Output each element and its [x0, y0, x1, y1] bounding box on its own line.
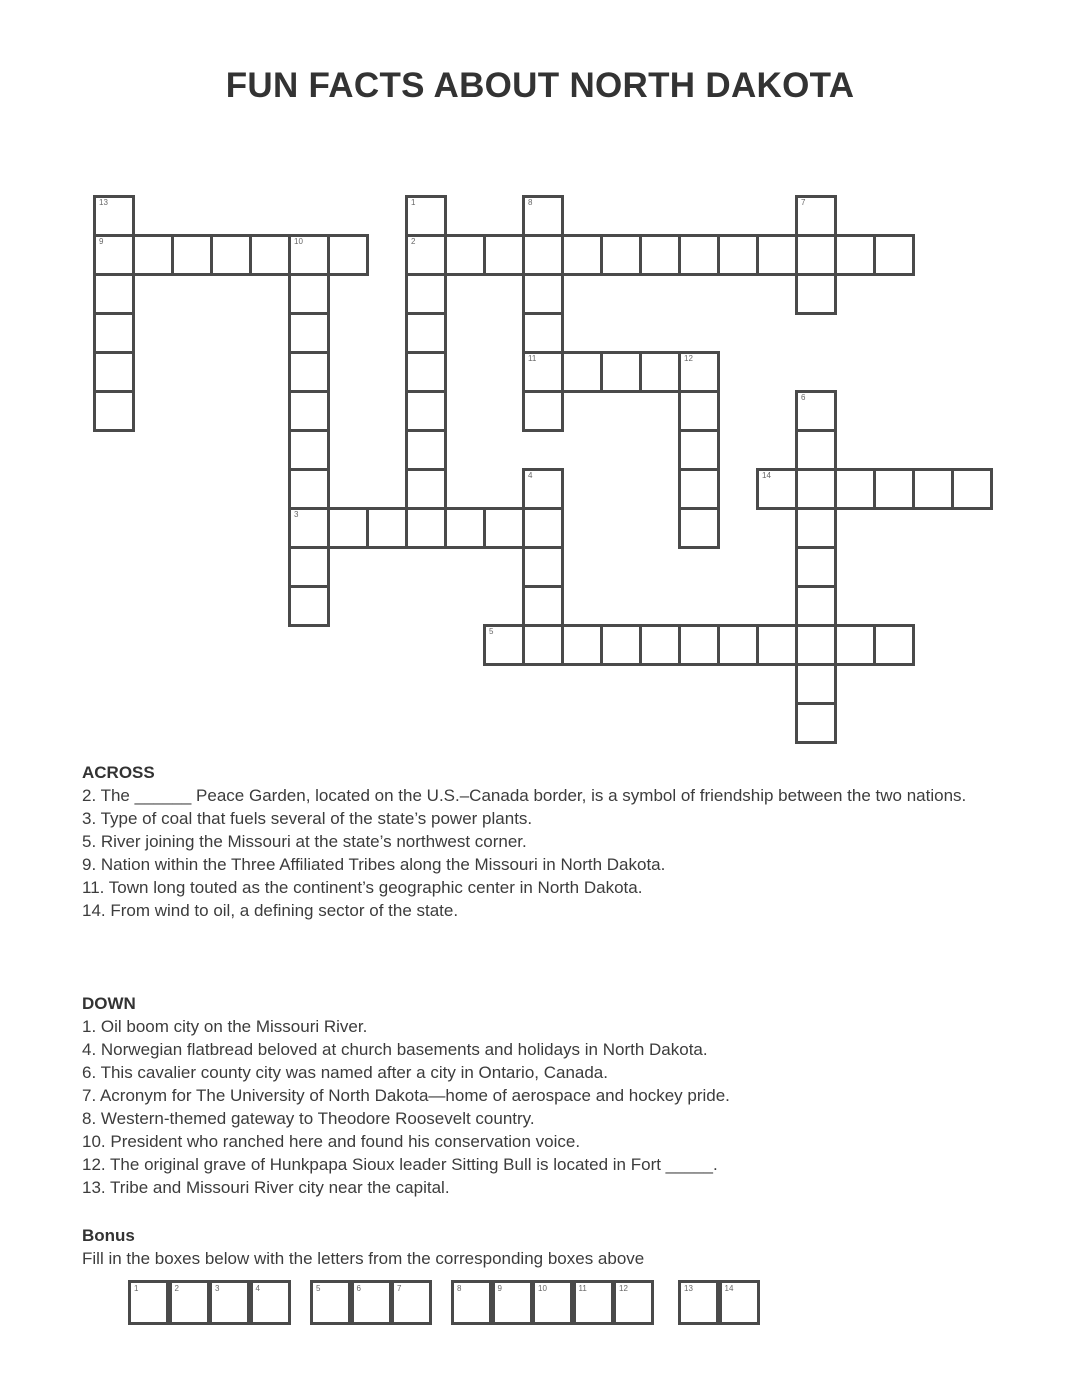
grid-cell[interactable] — [795, 585, 837, 627]
grid-cell[interactable] — [405, 195, 447, 237]
grid-cell[interactable] — [93, 195, 135, 237]
bonus-section — [82, 1224, 1062, 1270]
clue-number: 13 — [99, 198, 108, 207]
grid-cell[interactable] — [834, 468, 876, 510]
clue-number: 2 — [411, 237, 416, 246]
grid-cell[interactable] — [405, 468, 447, 510]
grid-cell[interactable] — [795, 273, 837, 315]
grid-cell[interactable] — [873, 624, 915, 666]
across-heading: ACROSS — [82, 763, 155, 782]
bonus-box-number: 12 — [619, 1284, 628, 1293]
clue-number: 10 — [294, 237, 303, 246]
bonus-box[interactable] — [351, 1280, 392, 1325]
clue-down-1: 1. Oil boom city on the Missouri River. — [82, 1017, 368, 1036]
clue-number: 11 — [528, 354, 537, 363]
bonus-box[interactable] — [310, 1280, 351, 1325]
bonus-box-number: 11 — [578, 1284, 587, 1293]
bonus-box[interactable] — [719, 1280, 760, 1325]
grid-cell[interactable] — [522, 195, 564, 237]
clue-down-13: 13. Tribe and Missouri River city near the capital. — [82, 1178, 450, 1197]
clue-across-5: 5. River joining the Missouri at the state’s northwest corner. — [82, 832, 527, 851]
clue-number: 7 — [801, 198, 806, 207]
grid-cell[interactable] — [366, 507, 408, 549]
clue-down-4: 4. Norwegian flatbread beloved at church basements and holidays in North Dakota. — [82, 1040, 708, 1059]
grid-cell[interactable] — [483, 624, 525, 666]
grid-cell[interactable] — [678, 429, 720, 471]
grid-cell[interactable] — [93, 234, 135, 276]
grid-cell[interactable] — [678, 624, 720, 666]
clue-number: 4 — [528, 471, 533, 480]
grid-cell[interactable] — [756, 468, 798, 510]
grid-cell[interactable] — [873, 234, 915, 276]
grid-cell[interactable] — [405, 507, 447, 549]
grid-cell[interactable] — [405, 390, 447, 432]
grid-cell[interactable] — [795, 429, 837, 471]
grid-cell[interactable] — [912, 468, 954, 510]
clue-down-10: 10. President who ranched here and found his conservation voice. — [82, 1132, 581, 1151]
bonus-box[interactable] — [250, 1280, 291, 1325]
clue-down-6: 6. This cavalier county city was named after a city in Ontario, Canada. — [82, 1063, 608, 1082]
grid-cell[interactable] — [288, 468, 330, 510]
grid-cell[interactable] — [522, 624, 564, 666]
grid-cell[interactable] — [288, 507, 330, 549]
clue-number: 9 — [99, 237, 104, 246]
grid-cell[interactable] — [405, 234, 447, 276]
clue-number: 1 — [411, 198, 416, 207]
grid-cell[interactable] — [678, 507, 720, 549]
grid-cell[interactable] — [327, 234, 369, 276]
bonus-box[interactable] — [169, 1280, 210, 1325]
grid-cell[interactable] — [522, 546, 564, 588]
clue-number: 6 — [801, 393, 806, 402]
grid-cell[interactable] — [873, 468, 915, 510]
grid-cell[interactable] — [93, 390, 135, 432]
across-clues — [82, 761, 1062, 922]
grid-cell[interactable] — [522, 273, 564, 315]
bonus-instruction: Fill in the boxes below with the letters from the corresponding boxes above — [82, 1249, 645, 1268]
grid-cell[interactable] — [717, 234, 759, 276]
grid-cell[interactable] — [522, 351, 564, 393]
grid-cell[interactable] — [678, 234, 720, 276]
grid-cell[interactable] — [795, 663, 837, 705]
grid-cell[interactable] — [795, 468, 837, 510]
grid-cell[interactable] — [639, 234, 681, 276]
grid-cell[interactable] — [288, 585, 330, 627]
grid-cell[interactable] — [600, 351, 642, 393]
grid-cell[interactable] — [678, 390, 720, 432]
grid-cell[interactable] — [132, 234, 174, 276]
grid-cell[interactable] — [795, 546, 837, 588]
clue-down-12: 12. The original grave of Hunkpapa Sioux leader Sitting Bull is located in Fort _____. — [82, 1155, 718, 1174]
clue-number: 14 — [762, 471, 771, 480]
bonus-box[interactable] — [573, 1280, 614, 1325]
grid-cell[interactable] — [522, 585, 564, 627]
grid-cell[interactable] — [561, 351, 603, 393]
grid-cell[interactable] — [951, 468, 993, 510]
bonus-box-number: 5 — [316, 1284, 321, 1293]
clue-number: 5 — [489, 627, 494, 636]
bonus-box-number: 13 — [684, 1284, 693, 1293]
bonus-box-number: 1 — [134, 1284, 139, 1293]
bonus-boxes — [0, 1280, 1080, 1330]
clue-across-9: 9. Nation within the Three Affiliated Tribes along the Missouri in North Dakota. — [82, 855, 666, 874]
grid-cell[interactable] — [795, 234, 837, 276]
grid-cell[interactable] — [483, 234, 525, 276]
grid-cell[interactable] — [171, 234, 213, 276]
bonus-box-number: 2 — [174, 1284, 179, 1293]
page-title: FUN FACTS ABOUT NORTH DAKOTA — [225, 66, 855, 105]
grid-cell[interactable] — [288, 234, 330, 276]
grid-cell[interactable] — [405, 312, 447, 354]
bonus-box-number: 4 — [255, 1284, 260, 1293]
grid-cell[interactable] — [405, 351, 447, 393]
clue-across-11: 11. Town long touted as the continent’s geographic center in North Dakota. — [82, 878, 643, 897]
clue-number: 3 — [294, 510, 299, 519]
grid-cell[interactable] — [522, 390, 564, 432]
grid-cell[interactable] — [405, 429, 447, 471]
grid-cell[interactable] — [522, 312, 564, 354]
bonus-box[interactable] — [613, 1280, 654, 1325]
grid-cell[interactable] — [561, 624, 603, 666]
grid-cell[interactable] — [444, 507, 486, 549]
grid-cell[interactable] — [483, 507, 525, 549]
grid-cell[interactable] — [93, 351, 135, 393]
clue-across-3: 3. Type of coal that fuels several of the state’s power plants. — [82, 809, 533, 828]
bonus-box-number: 6 — [356, 1284, 361, 1293]
grid-cell[interactable] — [795, 702, 837, 744]
grid-cell[interactable] — [93, 312, 135, 354]
bonus-box-number: 14 — [724, 1284, 734, 1293]
grid-cell[interactable] — [678, 351, 720, 393]
grid-cell[interactable] — [522, 468, 564, 510]
grid-cell[interactable] — [834, 234, 876, 276]
clue-across-2: 2. The ______ Peace Garden, located on the U.S.–Canada border, is a symbol of friendship between the two nations. — [82, 786, 967, 805]
grid-cell[interactable] — [639, 351, 681, 393]
grid-cell[interactable] — [600, 234, 642, 276]
grid-cell[interactable] — [795, 390, 837, 432]
bonus-box[interactable] — [128, 1280, 169, 1325]
grid-cell[interactable] — [834, 624, 876, 666]
grid-cell[interactable] — [795, 507, 837, 549]
grid-cell[interactable] — [288, 351, 330, 393]
down-clues — [82, 992, 1062, 1199]
clue-number: 8 — [528, 198, 533, 207]
grid-cell[interactable] — [795, 195, 837, 237]
bonus-box[interactable] — [209, 1280, 250, 1325]
clue-down-7: 7. Acronym for The University of North Dakota—home of aerospace and hockey pride. — [82, 1086, 730, 1105]
grid-cell[interactable] — [288, 312, 330, 354]
clue-across-14: 14. From wind to oil, a defining sector of the state. — [82, 901, 459, 920]
grid-cell[interactable] — [795, 624, 837, 666]
grid-cell[interactable] — [288, 429, 330, 471]
grid-cell[interactable] — [288, 546, 330, 588]
grid-cell[interactable] — [444, 234, 486, 276]
grid-cell[interactable] — [405, 273, 447, 315]
bonus-box[interactable] — [451, 1280, 492, 1325]
bonus-box[interactable] — [678, 1280, 719, 1325]
bonus-box-number: 3 — [215, 1284, 220, 1293]
grid-cell[interactable] — [639, 624, 681, 666]
grid-cell[interactable] — [561, 234, 603, 276]
grid-cell[interactable] — [717, 624, 759, 666]
down-heading: DOWN — [82, 994, 136, 1013]
grid-cell[interactable] — [756, 624, 798, 666]
grid-cell[interactable] — [249, 234, 291, 276]
grid-cell[interactable] — [327, 507, 369, 549]
grid-cell[interactable] — [678, 468, 720, 510]
bonus-box-number: 10 — [538, 1284, 547, 1293]
grid-cell[interactable] — [288, 273, 330, 315]
bonus-box-number: 8 — [457, 1284, 462, 1293]
bonus-box-number: 9 — [497, 1284, 502, 1293]
grid-cell[interactable] — [288, 390, 330, 432]
bonus-heading: Bonus — [82, 1226, 135, 1245]
bonus-box[interactable] — [492, 1280, 533, 1325]
bonus-box-number: 7 — [397, 1284, 402, 1293]
clue-number: 12 — [684, 354, 693, 363]
grid-cell[interactable] — [756, 234, 798, 276]
grid-cell[interactable] — [93, 273, 135, 315]
grid-cell[interactable] — [600, 624, 642, 666]
clue-down-8: 8. Western-themed gateway to Theodore Roosevelt country. — [82, 1109, 535, 1128]
grid-cell[interactable] — [210, 234, 252, 276]
bonus-box[interactable] — [391, 1280, 432, 1325]
bonus-box[interactable] — [532, 1280, 573, 1325]
grid-cell[interactable] — [522, 507, 564, 549]
grid-cell[interactable] — [522, 234, 564, 276]
